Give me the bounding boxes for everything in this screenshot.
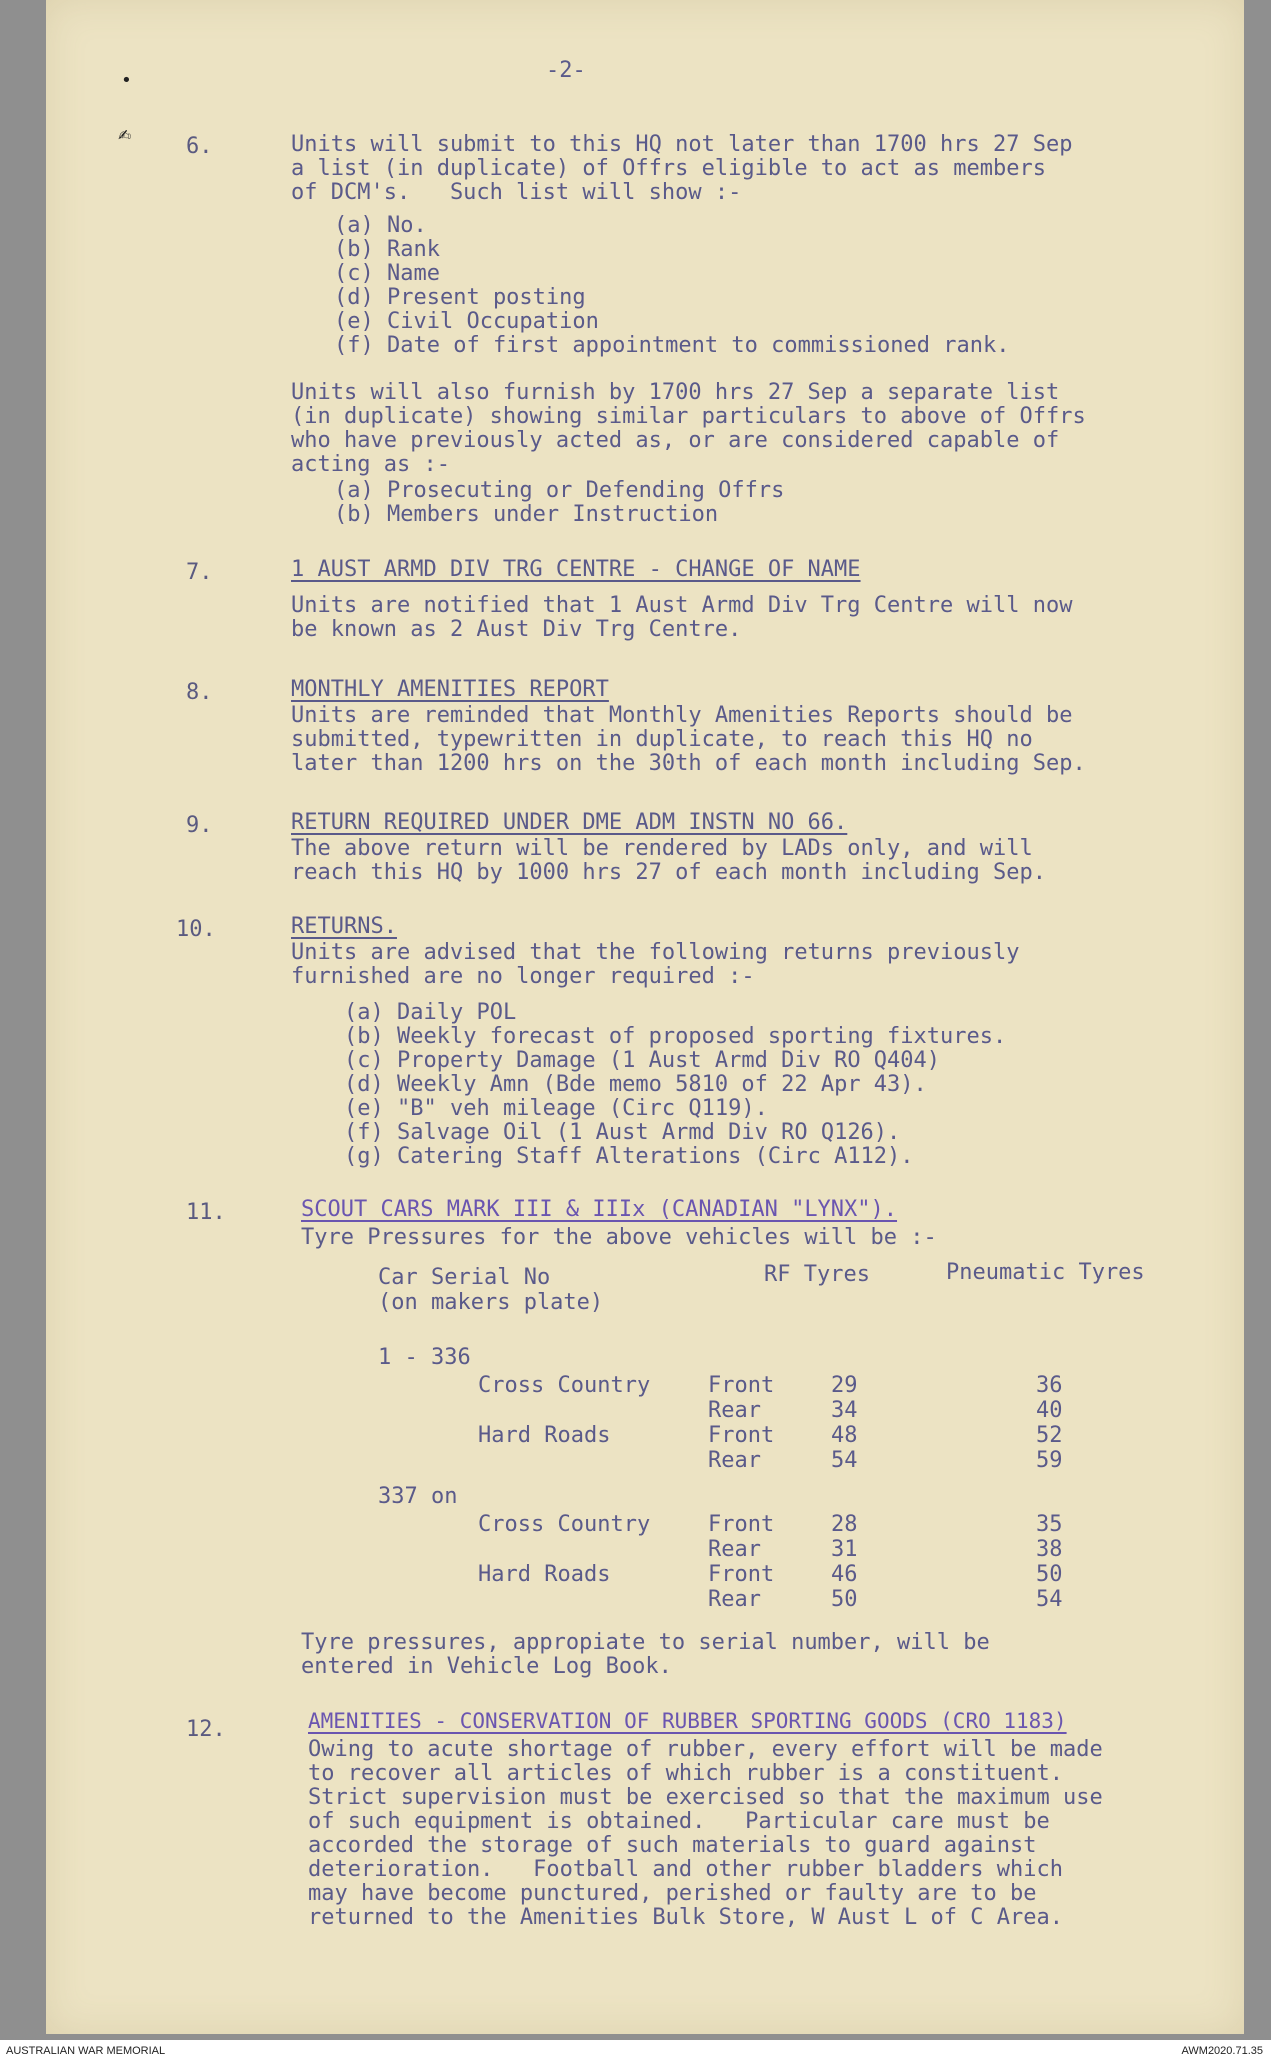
tyre-position: Front	[708, 1423, 775, 1448]
tyre-position: Front	[708, 1512, 775, 1537]
tyre-rf-value: 31	[831, 1537, 858, 1562]
section-12-line-1: Owing to acute shortage of rubber, every effort will be made	[308, 1737, 1103, 1762]
section-11-footer-line-2: entered in Vehicle Log Book.	[301, 1654, 672, 1679]
section-11-number: 11.	[186, 1200, 226, 1225]
section-8-line-1: Units are reminded that Monthly Amenities Reports should be	[291, 703, 1073, 728]
section-9-line-2: reach this HQ by 1000 hrs 27 of each month including Sep.	[291, 860, 1046, 885]
section-10-heading: RETURNS.	[291, 914, 397, 939]
section-12-line-4: of such equipment is obtained. Particular care must be	[308, 1809, 1050, 1834]
section-11-heading: SCOUT CARS MARK III & IIIx (CANADIAN "LYNX").	[301, 1197, 898, 1222]
section-7-heading: 1 AUST ARMD DIV TRG CENTRE - CHANGE OF NAME	[291, 557, 861, 582]
tyre-rf-value: 46	[831, 1562, 858, 1587]
tyre-position: Front	[708, 1373, 775, 1398]
section-10-number: 10.	[176, 917, 216, 942]
section-10-line-1: Units are advised that the following returns previously	[291, 940, 1020, 965]
section-6-item-b: (b) Rank	[334, 237, 440, 262]
tyre-pneumatic-value: 40	[1036, 1398, 1063, 1423]
section-9-number: 9.	[186, 813, 213, 838]
section-6-line-3: of DCM's. Such list will show :-	[291, 180, 742, 205]
tyre-terrain: Hard Roads	[478, 1562, 611, 1587]
section-6-item2-a: (a) Prosecuting or Defending Offrs	[334, 478, 785, 503]
tyre-rf-value: 28	[831, 1512, 858, 1537]
punch-mark: •	[121, 70, 132, 91]
section-8-line-2: submitted, typewritten in duplicate, to reach this HQ no	[291, 727, 1033, 752]
section-10-item-f: (f) Salvage Oil (1 Aust Armd Div RO Q126).	[344, 1120, 901, 1145]
tyre-pneumatic-value: 54	[1036, 1587, 1063, 1612]
section-10-line-2: furnished are no longer required :-	[291, 964, 755, 989]
section-6-para2-line-3: who have previously acted as, or are considered capable of	[291, 428, 1060, 453]
section-8-number: 8.	[186, 680, 213, 705]
section-11-footer-line-1: Tyre pressures, appropiate to serial number, will be	[301, 1630, 990, 1655]
tyre-rf-value: 34	[831, 1398, 858, 1423]
tyre-pneumatic-value: 59	[1036, 1448, 1063, 1473]
section-8-heading: MONTHLY AMENITIES REPORT	[291, 677, 609, 702]
section-6-item-f: (f) Date of first appointment to commissioned rank.	[334, 333, 1010, 358]
section-9-heading: RETURN REQUIRED UNDER DME ADM INSTN NO 66.	[291, 810, 848, 835]
tyre-pneumatic-value: 52	[1036, 1423, 1063, 1448]
section-12-line-6: deterioration. Football and other rubber bladders which	[308, 1857, 1063, 1882]
tyre-serial-range: 1 - 336	[378, 1345, 471, 1370]
section-12-number: 12.	[186, 1717, 226, 1742]
tyre-pneumatic-value: 36	[1036, 1373, 1063, 1398]
tyre-pneumatic-value: 35	[1036, 1512, 1063, 1537]
tyre-col-serial-note: (on makers plate)	[378, 1290, 604, 1315]
section-10-item-g: (g) Catering Staff Alterations (Circ A112).	[344, 1144, 914, 1169]
tyre-terrain: Cross Country	[478, 1512, 651, 1537]
tyre-terrain: Hard Roads	[478, 1423, 611, 1448]
section-10-item-e: (e) "B" veh mileage (Circ Q119).	[344, 1096, 768, 1121]
section-10-item-b: (b) Weekly forecast of proposed sporting fixtures.	[344, 1024, 1007, 1049]
archive-footer	[0, 2040, 1271, 2061]
section-6-item-e: (e) Civil Occupation	[334, 309, 599, 334]
section-12-line-7: may have become punctured, perished or faulty are to be	[308, 1881, 1037, 1906]
section-9-line-1: The above return will be rendered by LADs only, and will	[291, 836, 1033, 861]
section-7-number: 7.	[186, 560, 213, 585]
section-6-para2-line-2: (in duplicate) showing similar particulars to above of Offrs	[291, 404, 1086, 429]
section-6-para2-line-4: acting as :-	[291, 452, 450, 477]
tyre-position: Rear	[708, 1398, 761, 1423]
tyre-position: Rear	[708, 1537, 761, 1562]
tyre-col-rf: RF Tyres	[764, 1262, 870, 1287]
section-6-line-1: Units will submit to this HQ not later than 1700 hrs 27 Sep	[291, 132, 1073, 157]
tyre-rf-value: 50	[831, 1587, 858, 1612]
tyre-pneumatic-value: 50	[1036, 1562, 1063, 1587]
section-7-line-2: be known as 2 Aust Div Trg Centre.	[291, 617, 742, 642]
page-number: -2-	[546, 58, 586, 83]
document-page	[46, 0, 1244, 2034]
tyre-position: Front	[708, 1562, 775, 1587]
tyre-rf-value: 29	[831, 1373, 858, 1398]
section-10-item-c: (c) Property Damage (1 Aust Armd Div RO Q404)	[344, 1048, 941, 1073]
section-6-item2-b: (b) Members under Instruction	[334, 502, 719, 527]
section-6-item-c: (c) Name	[334, 261, 440, 286]
section-10-item-d: (d) Weekly Amn (Bde memo 5810 of 22 Apr 43).	[344, 1072, 927, 1097]
tyre-position: Rear	[708, 1587, 761, 1612]
tyre-pneumatic-value: 38	[1036, 1537, 1063, 1562]
tyre-col-pneumatic: Pneumatic Tyres	[946, 1260, 1145, 1285]
section-7-line-1: Units are notified that 1 Aust Armd Div Trg Centre will now	[291, 593, 1073, 618]
section-12-line-5: accorded the storage of such materials to guard against	[308, 1833, 1037, 1858]
section-11-intro: Tyre Pressures for the above vehicles will be :-	[301, 1225, 937, 1250]
section-10-item-a: (a) Daily POL	[344, 1000, 517, 1025]
footer-accession-number: AWM2020.71.35	[1181, 2045, 1263, 2057]
section-6-item-a: (a) No.	[334, 213, 427, 238]
tyre-serial-range: 337 on	[378, 1484, 458, 1509]
tyre-position: Rear	[708, 1448, 761, 1473]
section-6-line-2: a list (in duplicate) of Offrs eligible to act as members	[291, 156, 1046, 181]
section-12-line-2: to recover all articles of which rubber is a constituent.	[308, 1761, 1063, 1786]
tyre-rf-value: 54	[831, 1448, 858, 1473]
section-6-item-d: (d) Present posting	[334, 285, 586, 310]
handwritten-mark: ✍	[118, 122, 132, 147]
footer-institution: AUSTRALIAN WAR MEMORIAL	[6, 2045, 166, 2057]
tyre-terrain: Cross Country	[478, 1373, 651, 1398]
tyre-rf-value: 48	[831, 1423, 858, 1448]
section-12-heading: AMENITIES - CONSERVATION OF RUBBER SPORTING GOODS (CRO 1183)	[308, 1709, 1067, 1733]
section-12-line-3: Strict supervision must be exercised so that the maximum use	[308, 1785, 1103, 1810]
tyre-col-serial: Car Serial No	[378, 1265, 551, 1290]
section-6-number: 6.	[186, 134, 213, 159]
section-8-line-3: later than 1200 hrs on the 30th of each month including Sep.	[291, 751, 1086, 776]
section-12-line-8: returned to the Amenities Bulk Store, W Aust L of C Area.	[308, 1905, 1063, 1930]
section-6-para2-line-1: Units will also furnish by 1700 hrs 27 Sep a separate list	[291, 380, 1060, 405]
